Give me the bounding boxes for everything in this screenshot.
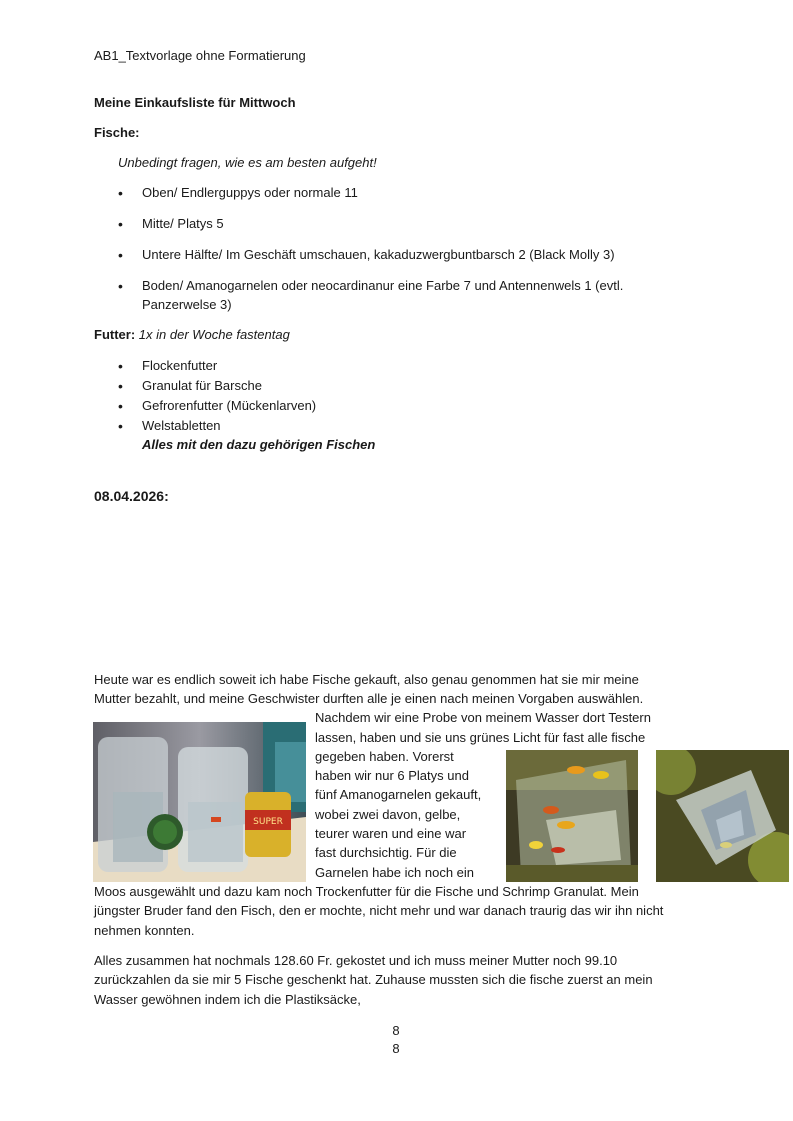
- food-can-label: SUPER: [253, 817, 283, 827]
- bullet-icon: •: [118, 398, 123, 414]
- shopping-list-title: Meine Einkaufsliste für Mittwoch: [94, 95, 296, 110]
- food-heading: Futter:: [94, 327, 136, 342]
- fish-note: Unbedingt fragen, wie es am besten aufgeht!: [118, 155, 377, 170]
- story-line: Mutter bezahlt, und meine Geschwister durften alle je einen nach meinen Vorgaben auswählen.: [94, 691, 644, 706]
- page-number: 8: [392, 1023, 400, 1038]
- story-line: Heute war es endlich soweit ich habe Fische gekauft, also genau genommen hat sie mir meine: [94, 672, 639, 687]
- bullet-icon: •: [118, 278, 123, 294]
- fish-item: Oben/ Endlerguppys oder normale 11: [142, 185, 358, 200]
- fish-heading: Fische:: [94, 125, 140, 140]
- food-item: Welstabletten: [142, 418, 221, 433]
- story-line: haben wir nur 6 Platys und: [315, 768, 469, 783]
- entry-date: 08.04.2026:: [94, 488, 169, 504]
- bullet-icon: •: [118, 418, 123, 434]
- bullet-icon: •: [118, 378, 123, 394]
- bullet-icon: •: [118, 185, 123, 201]
- story-line: gegeben haben. Vorerst: [315, 749, 454, 764]
- fish-item-continued: Panzerwelse 3): [142, 297, 232, 312]
- document-header: AB1_Textvorlage ohne Formatierung: [94, 48, 306, 63]
- story-line: Wasser gewöhnen indem ich die Plastiksäcke,: [94, 992, 361, 1007]
- photo-bottles-and-food: [93, 722, 306, 882]
- fish-item: Untere Hälfte/ Im Geschäft umschauen, kakaduzwergbuntbarsch 2 (Black Molly 3): [142, 247, 615, 262]
- bullet-icon: •: [118, 216, 123, 232]
- story-line: fast durchsichtig. Für die: [315, 845, 457, 860]
- story-line: Moos ausgewählt und dazu kam noch Trockenfutter für die Fische und Schrimp Granulat. Mein: [94, 884, 639, 899]
- bullet-icon: •: [118, 247, 123, 263]
- photo-shrimp-bag: [656, 750, 789, 882]
- story-line: jüngster Bruder fand den Fisch, den er mochte, nicht mehr und war danach traurig das wir ihn nicht: [94, 903, 664, 918]
- food-note: 1x in der Woche fastentag: [138, 327, 290, 342]
- story-line: lassen, haben und sie uns grünes Licht für fast alle fische: [315, 730, 646, 745]
- photo-platys-in-bag: [506, 750, 638, 882]
- story-line: nehmen konnten.: [94, 923, 195, 938]
- story-line: wobei zwei davon, gelbe,: [315, 807, 461, 822]
- story-line: Garnelen habe ich noch ein: [315, 865, 475, 880]
- page-number: 8: [392, 1041, 400, 1056]
- bullet-icon: •: [118, 358, 123, 374]
- story-line: fünf Amanogarnelen gekauft,: [315, 787, 482, 802]
- food-item: Flockenfutter: [142, 358, 218, 373]
- food-footer: Alles mit den dazu gehörigen Fischen: [142, 437, 376, 452]
- story-line: teurer waren und eine war: [315, 826, 467, 841]
- food-item: Gefrorenfutter (Mückenlarven): [142, 398, 317, 413]
- fish-item: Boden/ Amanogarnelen oder neocardinanur eine Farbe 7 und Antennenwels 1 (evtl.: [142, 278, 624, 293]
- story-line: zurückzahlen da sie mir 5 Fische geschenkt hat. Zuhause mussten sich die fische zuerst an mein: [94, 972, 653, 987]
- fish-item: Mitte/ Platys 5: [142, 216, 224, 231]
- food-line: [94, 327, 290, 343]
- food-item: Granulat für Barsche: [142, 378, 262, 393]
- story-line: Nachdem wir eine Probe von meinem Wasser dort Testern: [315, 710, 651, 725]
- story-line: Alles zusammen hat nochmals 128.60 Fr. gekostet und ich muss meiner Mutter noch 99.10: [94, 953, 618, 968]
